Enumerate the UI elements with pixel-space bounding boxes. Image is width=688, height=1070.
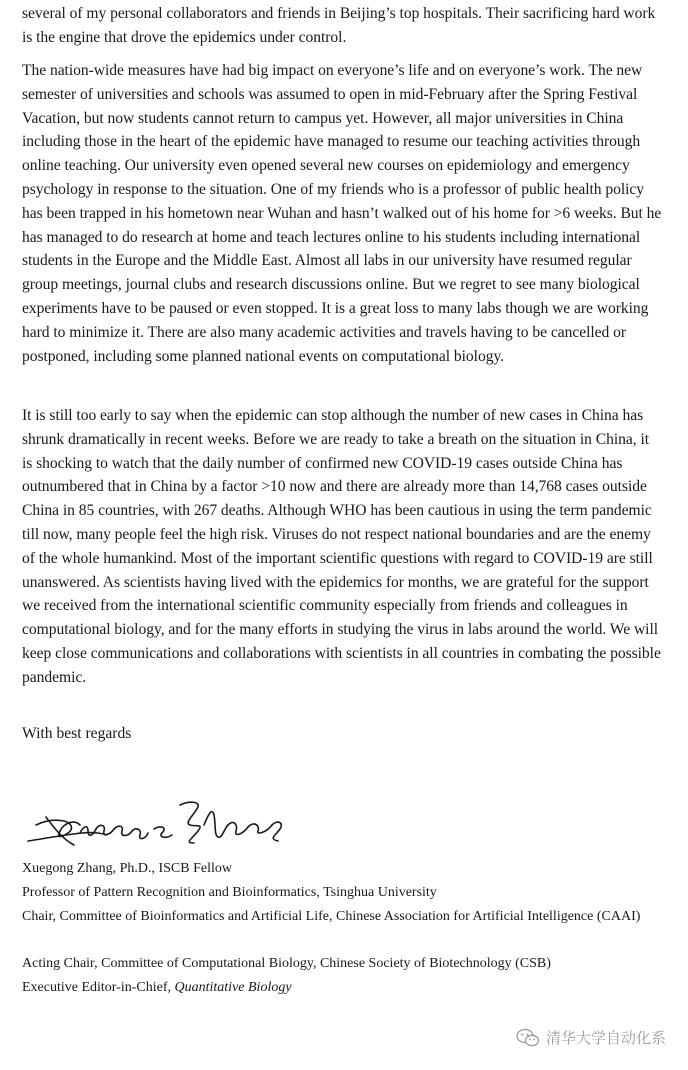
journal-name: Quantitative Biology (174, 980, 292, 995)
wechat-watermark (516, 1027, 666, 1048)
author-title-line: Professor of Pattern Recognition and Bioinformatics, Tsinghua University (22, 885, 437, 900)
author-caai-line: Chair, Committee of Bioinformatics and Artificial Life, Chinese Association for Artificial Intelligence (CAAI) (22, 909, 641, 924)
author-name-line: Xuegong Zhang, Ph.D., ISCB Fellow (22, 861, 232, 876)
paragraph-1: several of my personal collaborators and friends in Beijing’s top hospitals. Their sacrificing hard work is the engine that drove the epidemics under control. (22, 5, 656, 46)
wechat-icon (516, 1028, 540, 1048)
editor-role: Executive Editor-in-Chief, (22, 980, 175, 995)
paragraph-2: The nation-wide measures have had big impact on everyone’s life and on everyone’s work. The new semester of universities and schools was assumed to open in mid-February after the Spring Festival Vacation, but now students cannot return to campus yet. However, all major universities in China including those in the heart of the epidemic have managed to resume our teaching activities through online teaching. Our university even opened several new courses on epidemiology and emergency psychology in response to the situation. One of my friends who is a professor of public health policy has been trapped in his hometown near Wuhan and hasn’t walked out of his home for >6 weeks. But he has managed to do research at home and teach lectures online to his students including international students in the Europe and the Middle East. Almost all labs in our university have resumed regular group meetings, journal clubs and research discussions online. But we regret to see many biological experiments have to be paused or even stopped. It is a great loss to many labs though we are working hard to minimize it. There are also many academic activities and travels having to be cancelled or postponed, including some planned national events on computational biology. (22, 62, 662, 365)
handwritten-signature (22, 795, 322, 855)
closing-salutation: With best regards (22, 725, 132, 742)
author-editor-line (22, 976, 662, 1000)
paragraph-3: It is still too early to say when the epidemic can stop although the number of new cases in China has shrunk dramatically in recent weeks. Before we are ready to take a breath on the situation in China, it is shocking to watch that the daily number of confirmed new COVID-19 cases outside China has outnumbered that in China by a factor >10 now and there are already more than 14,768 cases outside China in 85 countries, with 267 deaths. Although WHO has been cautious in using the term pandemic till now, many people feel the high risk. Viruses do not respect national boundaries and are the enemy of the whole humankind. Most of the important scientific questions with regard to COVID-19 are still unanswered. As scientists having lived with the epidemics for months, we are grateful for the support we received from the international scientific community especially from friends and colleagues in computational biology, and for the many efforts in studying the virus in labs around the world. We will keep close communications and collaborations with scientists in all countries in combating the possible pandemic. (22, 407, 661, 686)
watermark-text: 清华大学自动化系 (545, 1029, 666, 1047)
author-csb-line: Acting Chair, Committee of Computational Biology, Chinese Society of Biotechnology (CSB) (22, 956, 551, 971)
signature-image (22, 795, 292, 851)
